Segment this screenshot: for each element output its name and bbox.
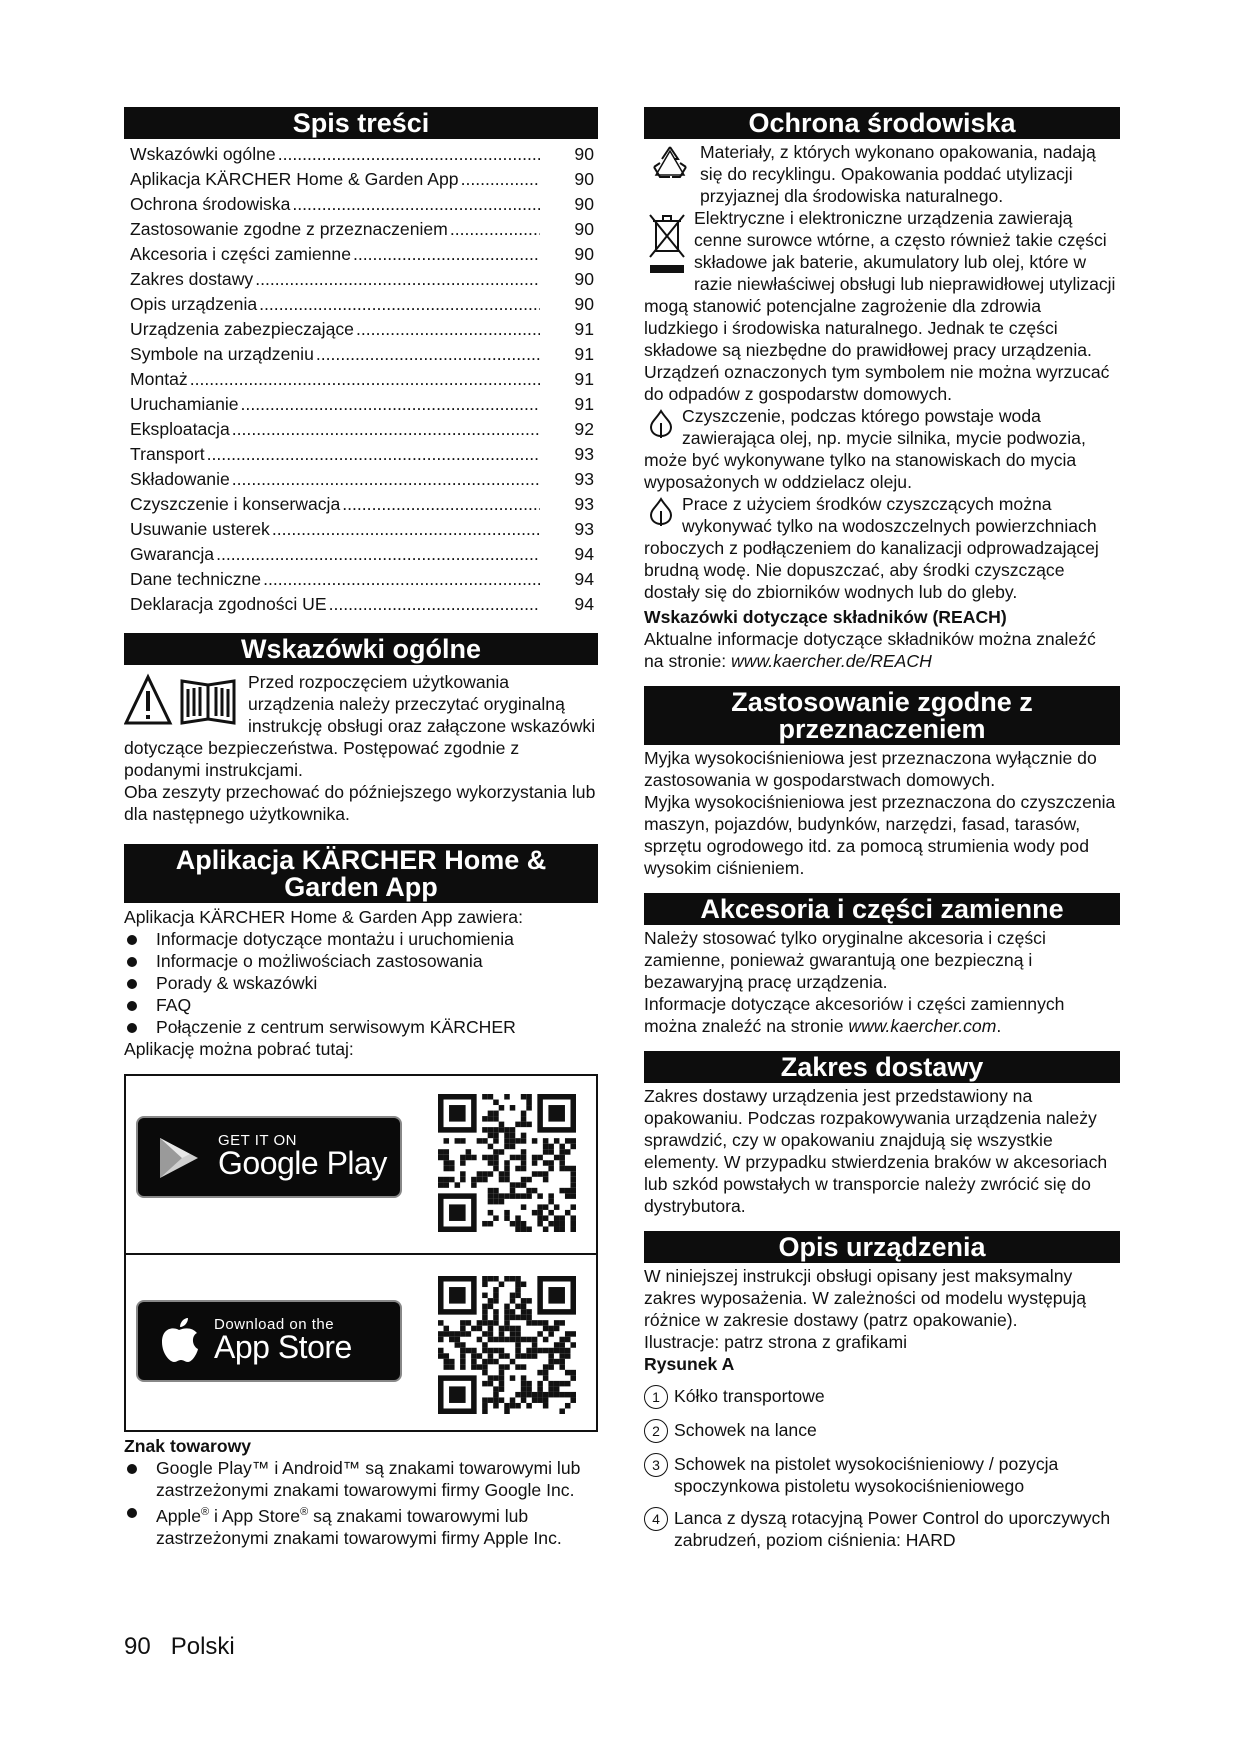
- toc-entry-page: 91: [574, 319, 594, 339]
- toc-entry[interactable]: [130, 392, 598, 417]
- toc-entry[interactable]: [130, 242, 598, 267]
- toc-leader-dots: [353, 242, 540, 267]
- toc-entry-label: Opis urządzenia: [130, 294, 258, 314]
- toc-leader-dots: [278, 142, 540, 167]
- general-section: [124, 671, 598, 825]
- google-play-icon: [156, 1136, 202, 1180]
- toc-leader-dots: [356, 317, 540, 342]
- toc-entry[interactable]: [130, 142, 598, 167]
- toc-entry-page: 91: [574, 344, 594, 364]
- toc-entry[interactable]: [130, 217, 598, 242]
- toc-entry-label: Usuwanie usterek: [130, 519, 270, 539]
- list-item: [124, 1501, 598, 1549]
- item-text: Lanca z dyszą rotacyjną Power Control do uporczywych zabrudzeń, poziom ciśnienia: HARD: [674, 1508, 1111, 1550]
- toc-entry[interactable]: [130, 267, 598, 292]
- toc-entry-label: Czyszczenie i konserwacja: [130, 494, 341, 514]
- toc-entry-page: 90: [574, 294, 594, 314]
- environment-text-3: Czyszczenie, podczas którego powstaje woda zawierająca olej, np. mycie silnika, mycie podwozia, może być wykonywane tylko na stanowiskach do mycia wyposażonych w oddzielacz oleju.: [644, 406, 1086, 492]
- toc-entry[interactable]: [130, 367, 598, 392]
- item-text: Schowek na pistolet wysokociśnieniowy / pozycja spoczynkowa pistoletu wysokociśnieniowego: [674, 1454, 1059, 1496]
- trademark-heading: Znak towarowy: [124, 1436, 252, 1456]
- item-text: Schowek na lance: [674, 1420, 817, 1440]
- general-text-1: Przed rozpoczęciem użytkowania urządzenia należy przeczytać oryginalną instrukcję obsługi oraz załączone wskazówki dotyczące bezpieczeństwa. Postępować zgodnie z podanymi instrukcjami.: [124, 672, 596, 780]
- scope-text: Zakres dostawy urządzenia jest przedstawiony na opakowaniu. Podczas rozpakowywania urządzenia należy sprawdzić, czy w opakowaniu znajdują się wszystkie elementy. W przypadku stwierdzenia braków w akcesoriach lub szkód powstałych w transporcie należy zwrócić się do dystrybutora.: [644, 1086, 1108, 1216]
- toc-leader-dots: [329, 592, 540, 617]
- apple-icon: [158, 1316, 200, 1364]
- toc-entry-label: Dane techniczne: [130, 569, 262, 589]
- toc-entry-label: Uruchamianie: [130, 394, 239, 414]
- toc-entry-label: Akcesoria i części zamienne: [130, 244, 351, 264]
- toc-heading: Spis treści: [124, 107, 598, 139]
- reach-text-body: Aktualne informacje dotyczące składników można znaleźć na stronie:: [644, 629, 1096, 671]
- toc-entry-label: Wskazówki ogólne: [130, 144, 276, 164]
- trademark-appstore: i App Store: [209, 1505, 301, 1526]
- toc-leader-dots: [259, 292, 540, 317]
- list-item: Porady & wskazówki: [124, 972, 598, 994]
- app-store-badge[interactable]: [136, 1300, 402, 1382]
- toc-leader-dots: [342, 492, 540, 517]
- general-text-2: Oba zeszyty przechować do późniejszego wykorzystania lub dla następnego użytkownika.: [124, 782, 596, 824]
- list-item: [644, 1419, 1120, 1443]
- toc-entry-page: 90: [574, 219, 594, 239]
- toc-entry-label: Ochrona środowiska: [130, 194, 291, 214]
- component-list: [644, 1385, 1120, 1551]
- toc-entry-label: Montaż: [130, 369, 188, 389]
- app-store-big-text: App Store: [214, 1329, 352, 1365]
- toc-entry-page: 90: [574, 244, 594, 264]
- app-section: [124, 906, 598, 1432]
- toc-entry-page: 93: [574, 494, 594, 514]
- toc-leader-dots: [207, 442, 540, 467]
- toc-entry[interactable]: [130, 517, 598, 542]
- description-text-2: Ilustracje: patrz strona z grafikami: [644, 1332, 908, 1352]
- intended-use-text-1: Myjka wysokociśnieniowa jest przeznaczona wyłącznie do zastosowania w gospodarstwach domowych.: [644, 748, 1097, 790]
- toc-entry[interactable]: [130, 292, 598, 317]
- google-play-badge[interactable]: [136, 1116, 402, 1198]
- toc-leader-dots: [292, 192, 540, 217]
- app-store-small-text: Download on the: [214, 1316, 335, 1333]
- list-item: [644, 1453, 1120, 1497]
- list-item: Informacje o możliwościach zastosowania: [124, 950, 598, 972]
- accessories-text-end: .: [996, 1016, 1002, 1036]
- toc-leader-dots: [263, 567, 540, 592]
- toc-leader-dots: [316, 342, 540, 367]
- trademark-apple: Apple: [156, 1505, 201, 1526]
- toc-leader-dots: [216, 542, 540, 567]
- app-store-box: [124, 1074, 598, 1432]
- toc-leader-dots: [241, 392, 540, 417]
- item-number: 4: [644, 1507, 668, 1531]
- toc-entry-label: Urządzenia zabezpieczające: [130, 319, 354, 339]
- list-item: Google Play™ i Android™ są znakami towarowymi lub zastrzeżonymi znakami towarowymi firmy Google Inc.: [124, 1457, 598, 1501]
- toc-leader-dots: [461, 167, 540, 192]
- google-play-small-text: GET IT ON: [218, 1132, 297, 1149]
- list-item: Połączenie z centrum serwisowym KÄRCHER: [124, 1016, 598, 1038]
- accessories-section: [644, 927, 1120, 1037]
- toc-entry-page: 93: [574, 444, 594, 464]
- toc-entry[interactable]: [130, 192, 598, 217]
- toc-leader-dots: [190, 367, 540, 392]
- page-footer: [124, 1633, 235, 1660]
- toc-leader-dots: [450, 217, 540, 242]
- recycling-icon: [648, 143, 692, 188]
- toc-entry-page: 94: [574, 544, 594, 564]
- footer-language: Polski: [170, 1633, 235, 1660]
- list-item: Informacje dotyczące montażu i uruchomienia: [124, 928, 598, 950]
- toc-entry[interactable]: [130, 342, 598, 367]
- reach-link[interactable]: www.kaercher.de/REACH: [731, 651, 932, 671]
- right-column: [644, 107, 1120, 1551]
- toc-entry-page: 94: [574, 594, 594, 614]
- toc-entry[interactable]: [130, 317, 598, 342]
- toc-entry-page: 90: [574, 169, 594, 189]
- accessories-heading: Akcesoria i części zamienne: [644, 893, 1120, 925]
- table-of-contents: [130, 142, 598, 617]
- item-number: 3: [644, 1453, 668, 1477]
- toc-entry[interactable]: [130, 492, 598, 517]
- toc-entry[interactable]: [130, 567, 598, 592]
- crossed-bin-icon: [648, 211, 686, 280]
- trademark-rest: są znakami towarowymi lub zastrzeżonymi znakami towarowymi firmy Apple Inc.: [156, 1505, 562, 1548]
- toc-leader-dots: [232, 417, 540, 442]
- general-heading: Wskazówki ogólne: [124, 633, 598, 665]
- registered-mark: ®: [300, 1506, 309, 1518]
- toc-entry-page: 93: [574, 469, 594, 489]
- list-item: [644, 1385, 1120, 1409]
- environment-heading: Ochrona środowiska: [644, 107, 1120, 139]
- toc-entry[interactable]: [130, 542, 598, 567]
- toc-entry-page: 92: [574, 419, 594, 439]
- toc-entry-page: 90: [574, 269, 594, 289]
- item-text: Kółko transportowe: [674, 1386, 825, 1406]
- toc-entry-label: Deklaracja zgodności UE: [130, 594, 327, 614]
- registered-mark: ®: [201, 1506, 210, 1518]
- toc-leader-dots: [232, 467, 540, 492]
- description-section: [644, 1265, 1120, 1551]
- reach-heading: Wskazówki dotyczące składników (REACH): [644, 607, 1007, 627]
- list-item: FAQ: [124, 994, 598, 1016]
- toc-entry[interactable]: [130, 592, 598, 617]
- toc-entry-label: Zastosowanie zgodne z przeznaczeniem: [130, 219, 448, 239]
- toc-entry-label: Gwarancja: [130, 544, 215, 564]
- toc-entry-page: 90: [574, 144, 594, 164]
- divider: [126, 1253, 596, 1255]
- figure-label: Rysunek A: [644, 1354, 735, 1374]
- accessories-text-1: Należy stosować tylko oryginalne akcesoria i części zamienne, ponieważ gwarantują one bezpieczną i bezawaryjną pracę urządzenia.: [644, 928, 1046, 992]
- qr-code-google-play: [438, 1094, 576, 1232]
- trademark-section: [124, 1435, 598, 1549]
- kaercher-link[interactable]: www.kaercher.com: [848, 1016, 997, 1036]
- environment-text-2: Elektryczne i elektroniczne urządzenia zawierają cenne surowce wtórne, a często również takie części składowe jak baterie, akumulatory lub olej, które w razie niewłaściwej obsługi lub nieprawidłowej utylizacji mogą stanowić potencjalne zagrożenie dla zdrowia ludzkiego i środowiska naturalnego. Jednak te części składowe są niezbędne do prawidłowej pracy urządzenia. Urządzeń oznaczonych tym symbolem nie można wyrzucać do odpadów z gospodarstw domowych.: [644, 208, 1116, 404]
- toc-entry[interactable]: [130, 167, 598, 192]
- toc-entry[interactable]: [130, 417, 598, 442]
- toc-entry-page: 93: [574, 519, 594, 539]
- toc-entry[interactable]: [130, 467, 598, 492]
- warning-manual-icon: [124, 673, 240, 736]
- toc-entry[interactable]: [130, 442, 598, 467]
- qr-code-app-store: [438, 1276, 576, 1414]
- oil-water-icon: [648, 409, 674, 444]
- left-column: [124, 107, 598, 1549]
- intended-use-text-2: Myjka wysokociśnieniowa jest przeznaczona do czyszczenia maszyn, pojazdów, budynków, narzędzi, fasad, tarasów, sprzętu ogrodowego itd. za pomocą strumienia wody pod wysokim ciśnieniem.: [644, 792, 1116, 878]
- toc-entry-label: Aplikacja KÄRCHER Home & Garden App: [130, 169, 459, 189]
- toc-entry-page: 91: [574, 394, 594, 414]
- item-number: 2: [644, 1419, 668, 1443]
- scope-section: [644, 1085, 1120, 1217]
- list-item: [644, 1507, 1120, 1551]
- app-feature-list: [124, 928, 598, 1038]
- environment-text-4: Prace z użyciem środków czyszczących można wykonywać tylko na wodoszczelnych powierzchniach roboczych z podłączeniem do kanalizacji odprowadzającej brudną wodę. Nie dopuszczać, aby środki czyszczące dostały się do zbiorników wodnych lub do gleby.: [644, 494, 1099, 602]
- toc-entry-page: 94: [574, 569, 594, 589]
- page-number: 90: [124, 1633, 151, 1660]
- detergent-icon: [648, 497, 674, 532]
- accessories-text-2: [644, 993, 1120, 1037]
- reach-text: [644, 628, 1120, 672]
- toc-entry-label: Zakres dostawy: [130, 269, 254, 289]
- trademark-list: [124, 1457, 598, 1549]
- intended-use-heading: Zastosowanie zgodne z przeznaczeniem: [644, 686, 1120, 745]
- environment-text-1: Materiały, z których wykonano opakowania, nadają się do recyklingu. Opakowania poddać utylizacji przyjaznej dla środowiska naturalnego.: [700, 142, 1096, 206]
- toc-entry-label: Symbole na urządzeniu: [130, 344, 314, 364]
- toc-leader-dots: [255, 267, 540, 292]
- toc-entry-page: 91: [574, 369, 594, 389]
- toc-entry-label: Transport: [130, 444, 205, 464]
- app-intro: Aplikacja KÄRCHER Home & Garden App zawiera:: [124, 907, 523, 927]
- app-download-text: Aplikację można pobrać tutaj:: [124, 1039, 354, 1059]
- description-text-1: W niniejszej instrukcji obsługi opisany jest maksymalny zakres wyposażenia. W zależności od modelu występują różnice w zakresie dostawy (patrz opakowanie).: [644, 1266, 1087, 1330]
- toc-leader-dots: [272, 517, 540, 542]
- google-play-big-text: Google Play: [218, 1145, 387, 1181]
- toc-entry-page: 90: [574, 194, 594, 214]
- scope-heading: Zakres dostawy: [644, 1051, 1120, 1083]
- description-heading: Opis urządzenia: [644, 1231, 1120, 1263]
- toc-entry-label: Składowanie: [130, 469, 230, 489]
- accessories-text-body: Informacje dotyczące akcesoriów i części zamiennych można znaleźć na stronie: [644, 994, 1065, 1036]
- environment-section: [644, 141, 1120, 672]
- toc-entry-label: Eksploatacja: [130, 419, 230, 439]
- item-number: 1: [644, 1385, 668, 1409]
- app-heading: Aplikacja KÄRCHER Home & Garden App: [124, 844, 598, 903]
- intended-use-section: [644, 747, 1120, 879]
